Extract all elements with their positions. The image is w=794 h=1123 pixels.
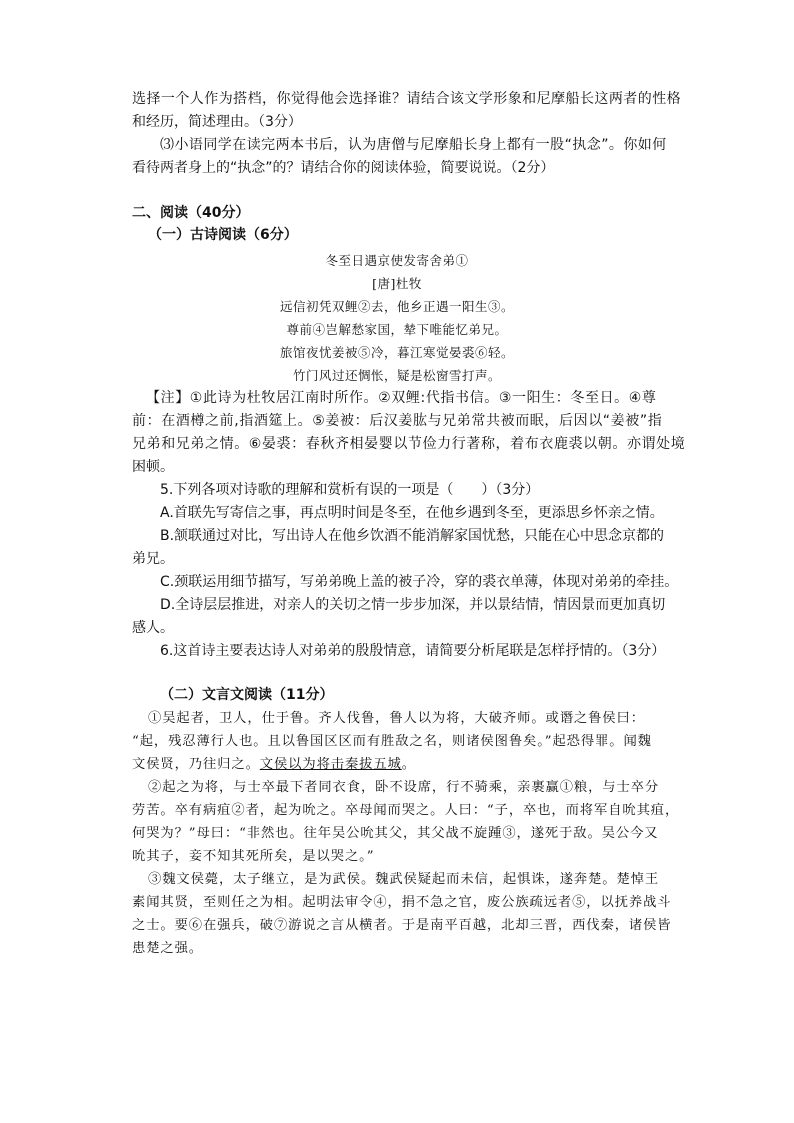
poem-title: 冬至日遇京使发寄舍弟①: [325, 253, 469, 268]
poem-notes-line: 【注】①此诗为杜牧居江南时所作。②双鲤:代指书信。③一阳生：冬至日。④尊: [146, 390, 657, 406]
option-d-continued: 感人。: [132, 620, 174, 636]
passage-paragraph-2-line: 何哭为？”母曰：“非然也。往年吴公吮其父，其父战不旋踵③，遂死于敌。吴公今又: [132, 826, 659, 841]
option-d: D.全诗层层推进，对亲人的关切之情一步步加深，并以景结情，情因景而更加真切: [160, 597, 666, 613]
passage-paragraph-1-line: “起，残忍薄行人也。且以鲁国区区而有胜敌之名，则诸侯图鲁矣。”起恐得罪。闻魏: [132, 734, 652, 749]
poetry-subheading: （一）古诗阅读（6分）: [148, 227, 298, 243]
question-continuation-line-1: 选择一个人作为搭档，你觉得他会选择谁？请结合该文学形象和尼摩船长这两者的性格: [132, 91, 682, 107]
question-5: 5.下列各项对诗歌的理解和赏析有误的一项是（ ）（3分）: [160, 482, 540, 498]
poem-notes-line: 兄弟和兄弟之情。⑥晏裘：春秋齐相晏婴以节俭力行著称，着布衣鹿裘以朝。亦谓处境: [132, 436, 686, 452]
passage-paragraph-2-line: 劳苦。卒有病疽②者，起为吮之。卒母闻而哭之。人曰：“子，卒也，而将军自吮其疽，: [132, 803, 680, 818]
passage-paragraph-3-line: 之士。要⑥在强兵，破⑦游说之言从横者。于是南平百越，北却三晋，西伐秦，诸侯皆: [132, 918, 672, 933]
option-a: A.首联先写寄信之事，再点明时间是冬至，在他乡遇到冬至，更添思乡怀亲之情。: [160, 505, 664, 521]
passage-paragraph-1-line: [132, 756, 416, 774]
poem-line: 远信初凭双鲤②去，他乡正遇一阳生③。: [279, 299, 514, 314]
poem-author: [唐]杜牧: [372, 276, 422, 291]
passage-paragraph-1-line: ①吴起者，卫人，仕于鲁。齐人伐鲁，鲁人以为将，大破齐师。或谮之鲁侯曰：: [148, 711, 645, 726]
section-heading: 二、阅读（40分）: [132, 205, 250, 221]
poem-line: 旅馆夜忧姜被⑤冷，暮江寒觉晏裘⑥轻。: [279, 345, 514, 360]
question-6: 6.这首诗主要表达诗人对弟弟的殷殷情意，请简要分析尾联是怎样抒情的。（3分）: [160, 643, 666, 659]
passage-paragraph-2-line: 吮其子，妾不知其死所矣，是以哭之。”: [132, 849, 375, 864]
option-b: B.颔联通过对比，写出诗人在他乡饮酒不能消解家国忧愁，只能在心中思念京都的: [160, 528, 665, 544]
poem-line: 竹门风过还惆怅，疑是松窗雪打声。: [292, 368, 501, 383]
option-c: C.颈联运用细节描写，写弟弟晚上盖的被子冷，穿的裘衣单薄，体现对弟弟的牵挂。: [160, 574, 679, 590]
classical-reading-subheading: （二）文言文阅读（11分）: [160, 687, 334, 703]
passage-paragraph-3-line: ③魏文侯薨，太子继立，是为武侯。魏武侯疑起而未信，起惧诛，遂奔楚。楚悼王: [148, 872, 660, 887]
question-3-line-1: ⑶小语同学在读完两本书后，认为唐僧与尼摩船长身上都有一股“执念”。你如何: [160, 137, 667, 153]
passage-paragraph-3-line: 患楚之强。: [132, 941, 203, 956]
option-b-continued: 弟兄。: [132, 551, 174, 567]
passage-text: 。: [401, 757, 416, 772]
passage-text: 文侯贤，乃往归之。: [132, 757, 260, 772]
question-continuation-line-2: 和经历，简述理由。（3分）: [132, 114, 302, 130]
underlined-sentence: 文侯以为将击秦拔五城: [259, 757, 402, 772]
question-3-line-2: 看待两者身上的“执念”的？请结合你的阅读体验，简要说说。（2分）: [132, 160, 555, 176]
poem-line: 尊前④岂解愁家国，辇下唯能忆弟兄。: [286, 322, 508, 337]
poem-notes-line: 困顿。: [132, 459, 174, 475]
passage-paragraph-2-line: ②起之为将，与士卒最下者同衣食，卧不设席，行不骑乘，亲裹赢①粮，与士卒分: [148, 780, 660, 795]
poem-notes-line: 前：在酒樽之前,指酒筵上。⑤姜被：后汉姜肱与兄弟常共被而眠，后因以“姜被”指: [132, 413, 663, 429]
passage-paragraph-3-line: 素闻其贤，至则任之为相。起明法审令④，捐不急之官，废公族疏远者⑤，以抚养战斗: [132, 895, 672, 910]
